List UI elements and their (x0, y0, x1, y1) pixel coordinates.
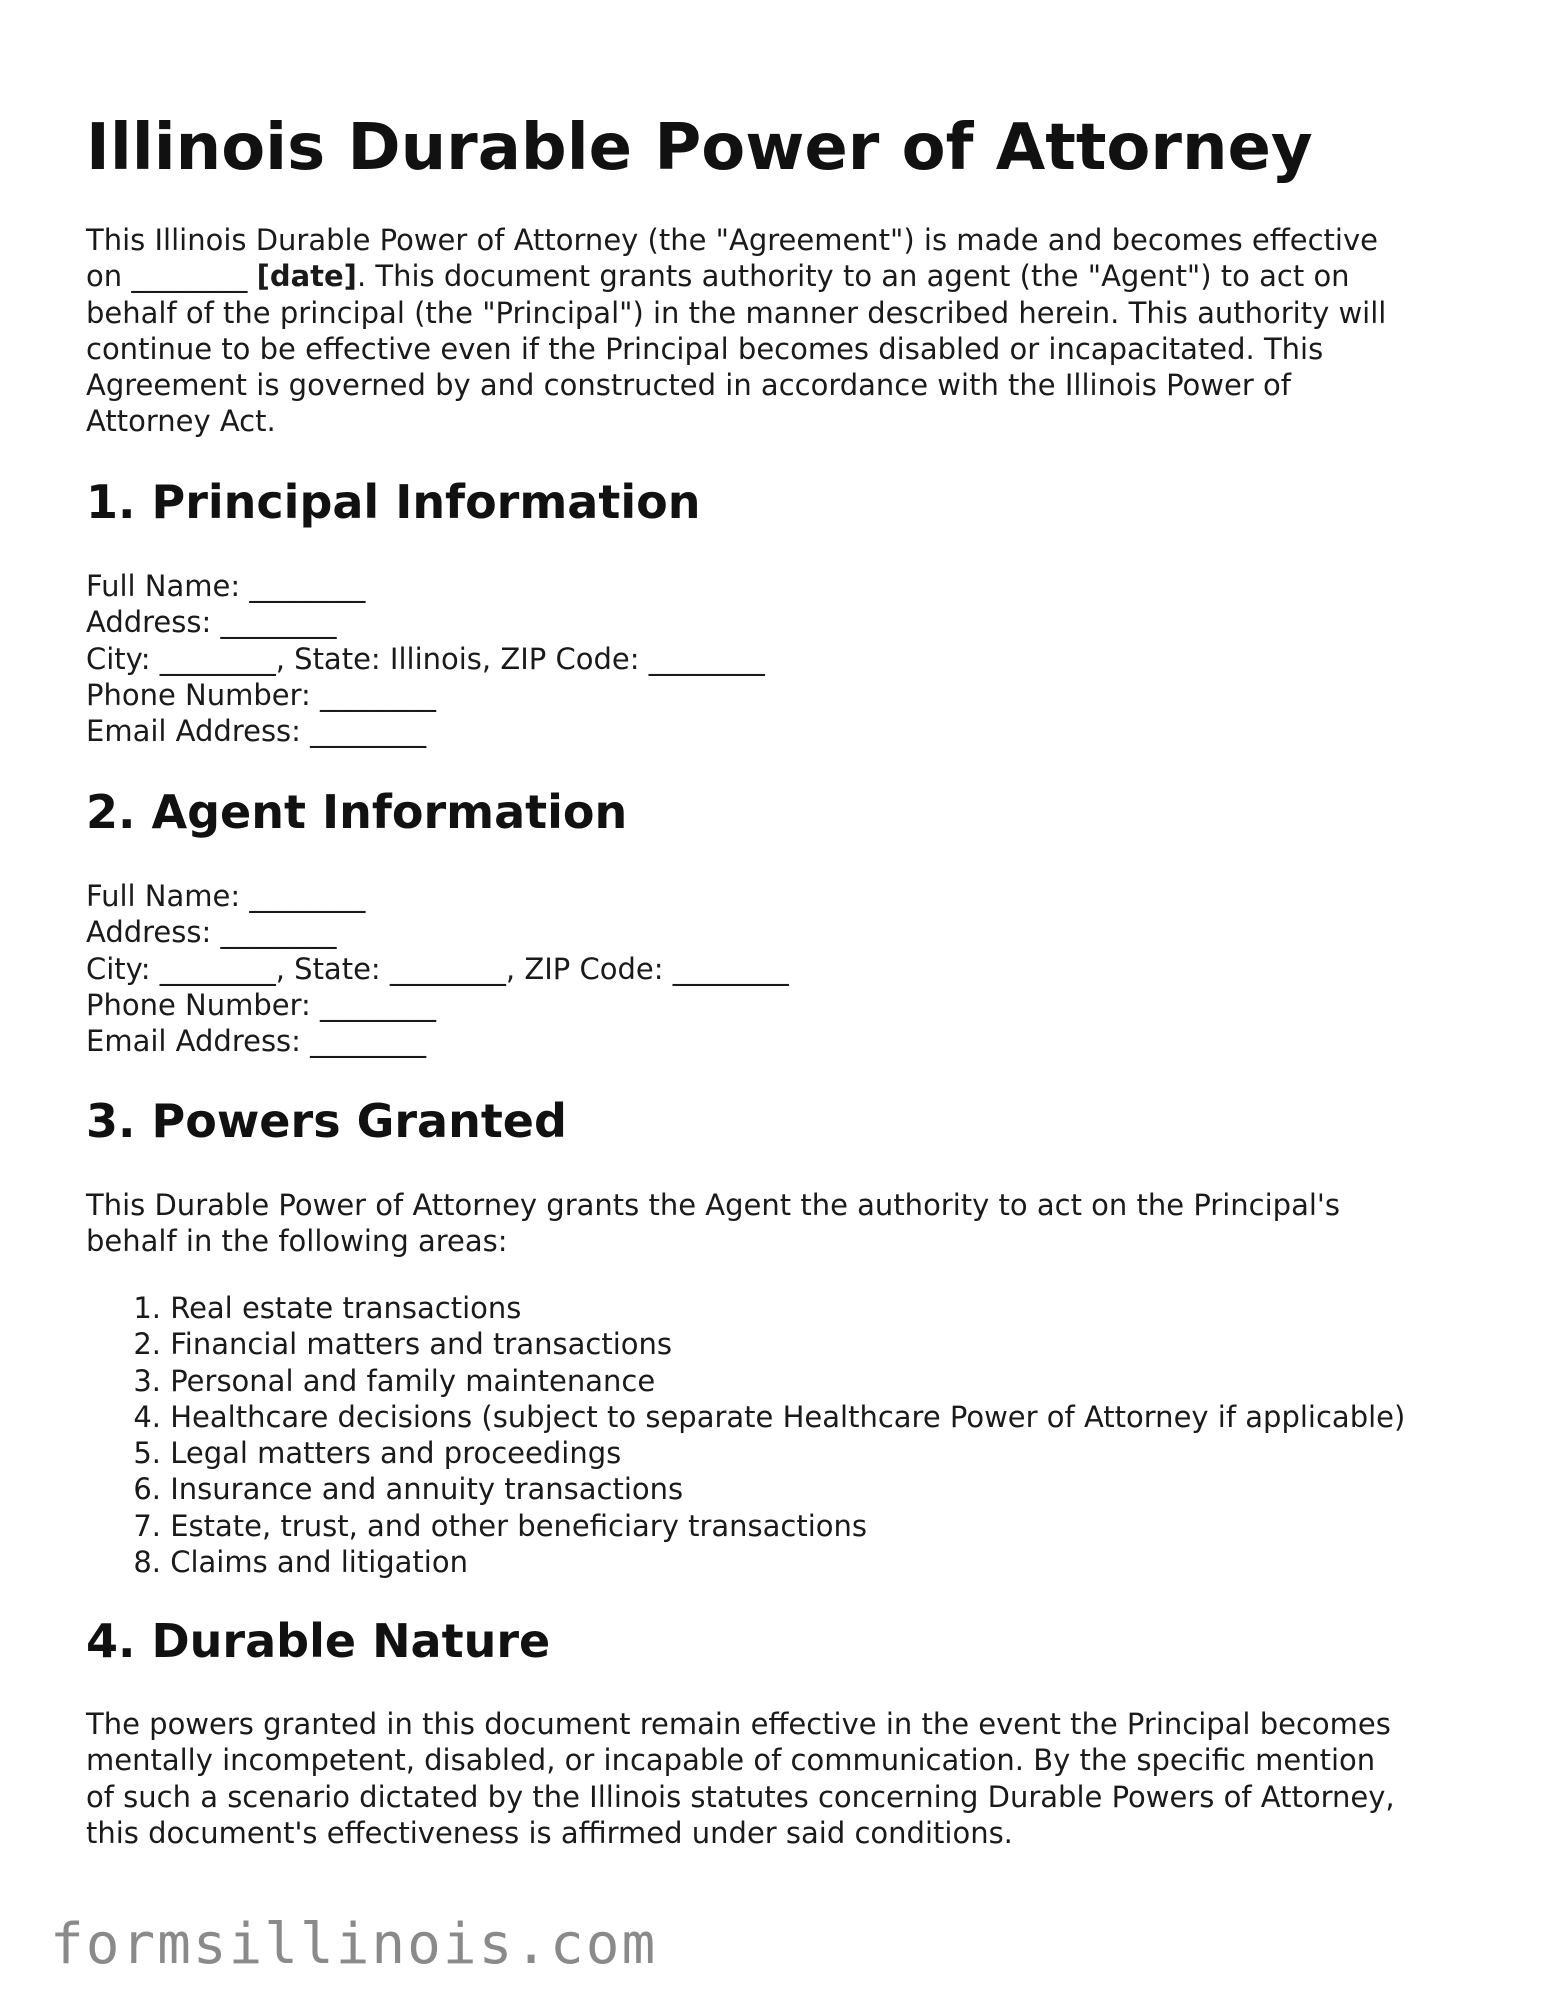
principal-full-name-field: Full Name: ________ (86, 569, 366, 603)
list-item: 3. Personal and family maintenance (133, 1363, 656, 1398)
powers-intro-line: This Durable Power of Attorney grants the Agent the authority to act on the Principal's (86, 1188, 1340, 1222)
principal-email-field: Email Address: ________ (86, 714, 427, 749)
agent-fields (86, 878, 789, 1059)
intro-line-rest: . This document grants authority to an agent (the "Agent") to act on (356, 259, 1350, 294)
durable-paragraph (86, 1706, 1486, 1851)
intro-line (86, 258, 1486, 294)
durable-line: this document's effectiveness is affirmed under said conditions. (86, 1815, 1013, 1850)
intro-paragraph (86, 222, 1486, 440)
intro-line: This Illinois Durable Power of Attorney (the "Agreement") is made and becomes effective (86, 223, 1378, 257)
durable-line: mentally incompetent, disabled, or incapable of communication. By the specific mention (86, 1743, 1376, 1778)
principal-fields (86, 568, 765, 749)
list-item: 7. Estate, trust, and other beneficiary transactions (133, 1508, 868, 1543)
intro-date-blank: on ________ (86, 259, 257, 294)
intro-line: continue to be effective even if the Principal becomes disabled or incapacitated. This (86, 331, 1324, 366)
list-item: 1. Real estate transactions (133, 1291, 522, 1325)
agent-full-name-field: Full Name: ________ (86, 879, 366, 913)
agent-city-state-zip-field: City: ________, State: ________, ZIP Code: ________ (86, 951, 789, 986)
section-heading-agent: 2. Agent Information (86, 785, 628, 839)
document-title: Illinois Durable Power of Attorney (86, 111, 1313, 185)
intro-line: behalf of the principal (the "Principal") in the manner described herein. This authority will (86, 295, 1387, 330)
site-watermark: formsillinois.com (50, 1912, 658, 1977)
durable-line: The powers granted in this document remain effective in the event the Principal becomes (86, 1707, 1391, 1741)
principal-city-state-zip-field: City: ________, State: Illinois, ZIP Code: ________ (86, 641, 765, 676)
intro-line: Agreement is governed by and constructed in accordance with the Illinois Power of (86, 368, 1291, 403)
list-item: 4. Healthcare decisions (subject to separate Healthcare Power of Attorney if applicable) (133, 1399, 1406, 1434)
durable-line: of such a scenario dictated by the Illinois statutes concerning Durable Powers of Attorney, (86, 1779, 1395, 1814)
list-item: 6. Insurance and annuity transactions (133, 1472, 684, 1507)
principal-phone-field: Phone Number: ________ (86, 677, 437, 712)
list-item: 2. Financial matters and transactions (133, 1327, 672, 1362)
intro-line: Attorney Act. (86, 404, 276, 439)
list-item: 8. Claims and litigation (133, 1545, 468, 1580)
agent-phone-field: Phone Number: ________ (86, 987, 437, 1022)
date-placeholder: [date] (256, 259, 357, 294)
agent-email-field: Email Address: ________ (86, 1024, 427, 1059)
principal-address-field: Address: ________ (86, 605, 337, 640)
powers-intro-line: behalf in the following areas: (86, 1224, 508, 1259)
section-heading-durable: 4. Durable Nature (86, 1614, 551, 1668)
powers-intro (86, 1187, 1486, 1260)
section-heading-powers: 3. Powers Granted (86, 1094, 567, 1148)
powers-list (86, 1290, 1405, 1580)
agent-address-field: Address: ________ (86, 915, 337, 950)
section-heading-principal: 1. Principal Information (86, 475, 701, 529)
list-item: 5. Legal matters and proceedings (133, 1436, 622, 1471)
